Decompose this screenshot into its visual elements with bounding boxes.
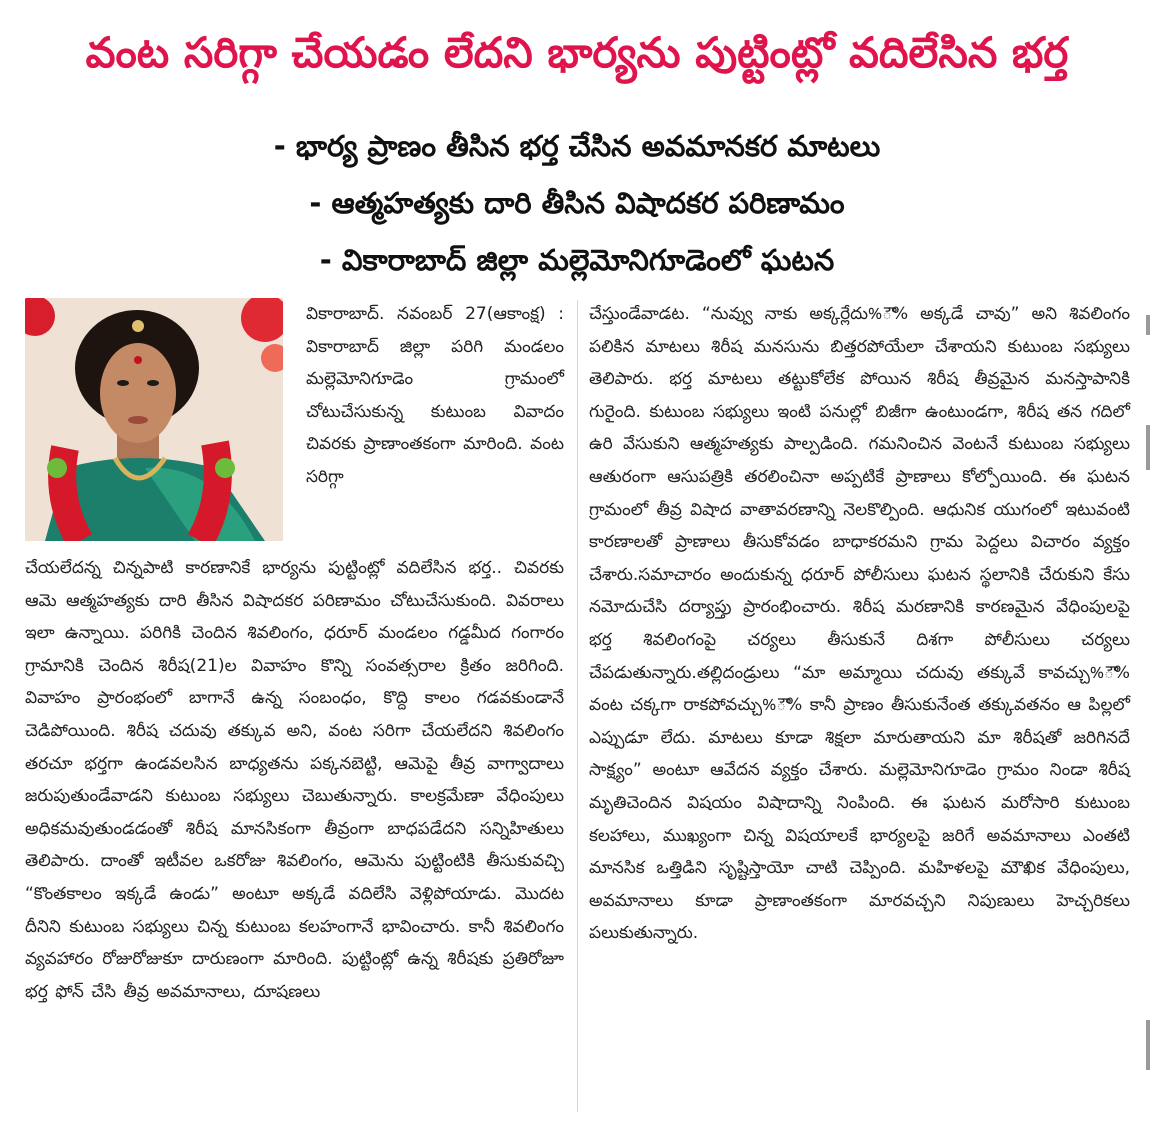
headline: వంట సరిగ్గా చేయడం లేదని భార్యను పుట్టింట్లో వదిలేసిన భర్త bbox=[85, 28, 1069, 77]
subheading-3: - వికారాబాద్ జిల్లా మల్లెమోనిగూడెంలో ఘటన bbox=[319, 243, 835, 277]
subheading-1: - భార్య ప్రాణం తీసిన భర్త చేసిన అవమానకర మాటలు bbox=[273, 129, 881, 163]
portrait-illustration bbox=[25, 298, 283, 541]
page-edge-mark bbox=[1146, 1020, 1150, 1070]
subheading-2: - ఆత్మహత్యకు దారి తీసిన విషాదకర పరిణామం bbox=[309, 186, 845, 220]
page-edge-mark bbox=[1146, 425, 1150, 470]
page-edge-mark bbox=[1146, 315, 1150, 335]
article-body-left-bottom: చేయలేదన్న చిన్నపాటి కారణానికే భార్యను పుట్టింట్లో వదిలేసిన భర్త.. చివరకు ఆమె ఆత్మహత్యకు దారి తీసిన విషాదకర పరిణామం చోటుచేసుకుంది. వివరాలు ఇలా ఉన్నాయి. పరిగికి చెందిన శివలింగం, ధరూర్ మండలం గడ్డమీద గంగారం గ్రామానికి చెందిన శిరీష(21)ల వివాహం కొన్ని సంవత్సరాల క్రితం జరిగింది. వివాహం ప్రారంభంలో బాగానే ఉన్న సంబంధం, కొద్ది కాలం గడవకుండానే చెడిపోయింది. శిరీష చదువు తక్కువ అని, వంట సరిగా చేయలేదని శివలింగం తరచూ భర్తగా ఉండవలసిన బాధ్యతను పక్కనబెట్టి, ఆమెపై తీవ్ర వాగ్వాదాలు జరుపుతుండేవాడని కుటుంబ సభ్యులు చెబుతున్నారు. కాలక్రమేణా వేధింపులు అధికమవుతుండడంతో శిరీష మానసికంగా తీవ్రంగా బాధపడేదని సన్నిహితులు తెలిపారు. దాంతో ఇటీవల ఒకరోజు శివలింగం, ఆమెను పుట్టింటికి తీసుకువచ్చి “కొంతకాలం ఇక్కడే ఉండు” అంటూ అక్కడే వదిలేసి వెళ్లిపోయాడు. మొదట దీనిని కుటుంబ సభ్యులు చిన్న కుటుంబ కలహంగానే భావించారు. కానీ శివలింగం వ్యవహారం రోజురోజుకూ దారుణంగా మారింది. పుట్టింట్లో ఉన్న శిరీషకు ప్రతిరోజూ భర్త ఫోన్ చేసి తీవ్ర అవమానాలు, దూషణలు bbox=[25, 558, 564, 1002]
article-body-right: చేస్తుండేవాడట. “నువ్వు నాకు అక్కర్లేదు%ౌ% అక్కడే చావు” అని శివలింగం పలికిన మాటలు శిరీష మనసును బిత్తరపోయేలా చేశాయని కుటుంబ సభ్యులు తెలిపారు. భర్త మాటలు తట్టుకోలేక పోయిన శిరీష తీవ్రమైన మనస్తాపానికి గురైంది. కుటుంబ సభ్యులు ఇంటి పనుల్లో బిజీగా ఉంటుండగా, శిరీష తన గదిలో ఉరి వేసుకుని ఆత్మహత్యకు పాల్పడింది. గమనించిన వెంటనే కుటుంబ సభ్యులు ఆతురంగా ఆసుపత్రికి తరలించినా అప్పటికే ప్రాణాలు కోల్పోయింది. ఈ ఘటన గ్రామంలో తీవ్ర విషాద వాతావరణాన్ని నెలకొల్పింది. ఆధునిక యుగంలో ఇటువంటి కారణాలతో ప్రాణాలు తీసుకోవడం బాధాకరమని గ్రామ పెద్దలు విచారం వ్యక్తం చేశారు.సమాచారం అందుకున్న ధరూర్ పోలీసులు ఘటన స్థలానికి చేరుకుని కేసు నమోదుచేసి దర్యాప్తు ప్రారంభించారు. శిరీష మరణానికి కారణమైన వేధింపులపై భర్త శివలింగంపై చర్యలు తీసుకునే దిశగా పోలీసులు చర్యలు చేపడుతున్నారు.తల్లిదండ్రులు “మా అమ్మాయి చదువు తక్కువే కావచ్చు%ౌ% వంట చక్కగా రాకపోవచ్చు%ౌ% కానీ ప్రాణం తీసుకునేంత తక్కువతనం ఆ పిల్లలో ఎప్పుడూ లేదు. మాటలు కూడా శిక్షలా మారుతాయని మా శిరీషతో జరిగినదే సాక్ష్యం” అంటూ ఆవేదన వ్యక్తం చేశారు. మల్లెమోనిగూడెం గ్రామం నిండా శిరీష మృతిచెందిన విషయం విషాదాన్ని నింపింది. ఈ ఘటన మరోసారి కుటుంబ కలహాలు, ముఖ్యంగా చిన్న విషయాలకే భార్యలపై జరిగే అవమానాలు ఎంతటి మానసిక ఒత్తిడిని సృష్టిస్తాయో చాటి చెప్పింది. మహిళలపై మౌఖిక వేధింపులు, అవమానాలు కూడా ప్రాణాంతకంగా మారవచ్చని నిపుణులు హెచ్చరికలు పలుకుతున్నారు. bbox=[589, 304, 1130, 944]
article-body-left-top: వికారాబాద్. నవంబర్ 27(ఆకాంక్ష) : వికారాబాద్ జిల్లా పరిగి మండలం మల్లెమోనిగూడెం గ్రామంలో చోటుచేసుకున్న కుటుంబ వివాదం చివరకు ప్రాణాంతకంగా మారింది. వంట సరిగ్గా bbox=[306, 304, 564, 487]
victim-photo bbox=[25, 298, 283, 541]
subheadings bbox=[0, 118, 1154, 289]
column-divider bbox=[577, 300, 578, 1112]
